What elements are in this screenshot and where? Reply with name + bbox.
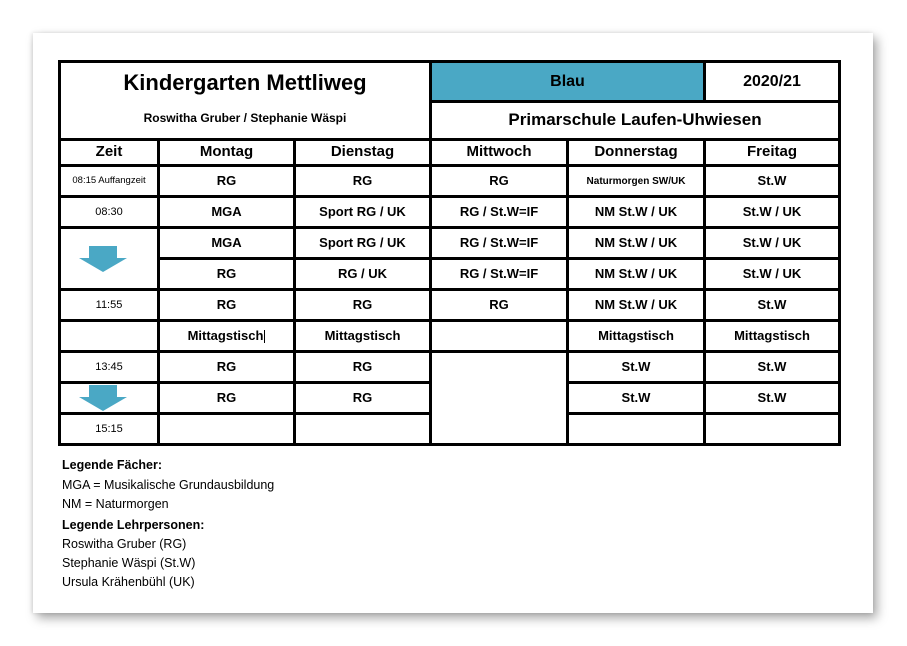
schedule-cell [429, 195, 569, 229]
schedule-cell [429, 226, 569, 260]
time-cell [58, 288, 160, 322]
school-name-text: Primarschule Laufen-Uhwiesen [508, 110, 762, 130]
schedule-cell [293, 195, 432, 229]
col-header-donnerstag [566, 138, 706, 167]
cell-text: RG [489, 172, 509, 188]
cell-text: RG / UK [337, 265, 388, 281]
time-text: 08:15 Auffangzeit [72, 174, 146, 186]
cell-text: RG / St.W=IF [459, 234, 539, 250]
cell-text: Mittagstisch [324, 327, 401, 343]
schedule-cell-merged [429, 350, 569, 446]
schedule-cell [157, 257, 296, 291]
schedule-cell [293, 288, 432, 322]
col-header-dienstag [293, 138, 432, 167]
kindergarten-title [58, 60, 432, 103]
schedule-cell [157, 288, 296, 322]
col-header-label: Mittwoch [466, 143, 532, 161]
schedule-cell [429, 319, 569, 353]
schedule-cell [429, 257, 569, 291]
schedule-cell [293, 350, 432, 384]
time-text: 08:30 [95, 205, 123, 218]
text-cursor [264, 330, 265, 343]
cell-text: Mittagstisch [734, 327, 810, 343]
cell-text: NM St.W / UK [594, 296, 678, 312]
schedule-cell [157, 350, 296, 384]
schedule-cell [566, 288, 706, 322]
schedule-cell [703, 319, 841, 353]
cell-text: RG [216, 265, 237, 281]
cell-text: RG [216, 389, 237, 405]
schedule-cell [703, 257, 841, 291]
schedule-cell [703, 288, 841, 322]
col-header-label: Montag [199, 143, 254, 161]
col-header-mittwoch [429, 138, 569, 167]
time-cell [58, 319, 160, 353]
legend-teachers-title: Legende Lehrpersonen: [62, 518, 205, 532]
legend-teacher-item: Ursula Krähenbühl (UK) [62, 575, 195, 589]
schedule-cell [293, 381, 432, 415]
schedule-cell [429, 164, 569, 198]
school-year [703, 60, 841, 103]
schedule-cell [293, 164, 432, 198]
cell-text: St.W [757, 172, 787, 188]
legend-teacher-item: Stephanie Wäspi (St.W) [62, 556, 196, 570]
schedule-cell [703, 350, 841, 384]
cell-text: Mittagstisch [598, 327, 674, 343]
schedule-cell [157, 412, 296, 446]
class-name-badge [429, 60, 706, 103]
cell-text: Sport RG / UK [319, 203, 406, 219]
schedule-cell [566, 381, 706, 415]
schedule-cell [703, 226, 841, 260]
cell-text: Naturmorgen SW/UK [586, 175, 686, 187]
cell-text: NM St.W / UK [594, 203, 678, 219]
cell-text: RG / St.W=IF [459, 203, 539, 219]
cell-text: RG [352, 172, 373, 188]
schedule-cell [157, 381, 296, 415]
class-name-text: Blau [550, 72, 585, 90]
legend-subject-item: MGA = Musikalische Grundausbildung [62, 478, 275, 492]
title-text: Kindergarten Mettliweg [123, 69, 367, 95]
time-cell [58, 164, 160, 198]
time-text: 13:45 [95, 360, 123, 373]
cell-text: RG [216, 296, 237, 312]
col-header-label: Zeit [95, 143, 123, 161]
schedule-cell [157, 164, 296, 198]
cell-text: St.W [757, 358, 787, 374]
schedule-cell [703, 164, 841, 198]
schedule-cell [566, 350, 706, 384]
cell-text: Sport RG / UK [319, 234, 406, 250]
cell-text: St.W / UK [742, 203, 802, 219]
col-header-label: Donnerstag [594, 143, 678, 161]
cell-text: St.W [621, 389, 651, 405]
cell-text: MGA [211, 234, 242, 250]
time-cell [58, 350, 160, 384]
teachers-line [58, 100, 432, 141]
schedule-cell [157, 195, 296, 229]
legend-subject-item: NM = Naturmorgen [62, 497, 169, 511]
cell-text: MGA [211, 203, 242, 219]
time-text: 11:55 [95, 298, 123, 311]
cell-text: RG [216, 358, 237, 374]
cell-text: RG [352, 389, 373, 405]
cell-text: NM St.W / UK [594, 234, 678, 250]
time-text: 15:15 [95, 422, 123, 435]
down-arrow-icon [79, 385, 127, 411]
teachers-line-text: Roswitha Gruber / Stephanie Wäspi [143, 111, 347, 126]
cell-text: Mittagstisch [187, 327, 264, 343]
col-header-freitag [703, 138, 841, 167]
schedule-cell [566, 226, 706, 260]
school-year-text: 2020/21 [743, 72, 801, 90]
schedule-cell [429, 288, 569, 322]
cell-text: RG / St.W=IF [459, 265, 539, 281]
col-header-label: Freitag [746, 143, 797, 161]
schedule-cell [293, 319, 432, 353]
col-header-label: Dienstag [330, 143, 395, 161]
time-cell [58, 195, 160, 229]
cell-text: RG [352, 296, 373, 312]
schedule-cell [293, 412, 432, 446]
schedule-cell [566, 319, 706, 353]
col-header-montag [157, 138, 296, 167]
schedule-cell [566, 195, 706, 229]
cell-text: St.W / UK [742, 234, 802, 250]
cell-text: St.W / UK [742, 265, 802, 281]
schedule-cell [566, 412, 706, 446]
cell-text: NM St.W / UK [594, 265, 678, 281]
time-cell [58, 412, 160, 446]
cell-text: RG [352, 358, 373, 374]
schedule-cell [703, 195, 841, 229]
schedule-cell [703, 381, 841, 415]
school-name [429, 100, 841, 141]
schedule-cell [293, 257, 432, 291]
schedule-cell [157, 226, 296, 260]
cell-text: St.W [621, 358, 651, 374]
cell-text: RG [489, 296, 509, 312]
schedule-cell [157, 319, 296, 353]
cell-text: RG [216, 172, 237, 188]
schedule-cell [293, 226, 432, 260]
down-arrow-icon [79, 246, 127, 272]
schedule-cell [566, 164, 706, 198]
col-header-zeit [58, 138, 160, 167]
legend-teacher-item: Roswitha Gruber (RG) [62, 537, 187, 551]
schedule-cell [566, 257, 706, 291]
schedule-cell [703, 412, 841, 446]
legend-subjects-title: Legende Fächer: [62, 458, 163, 472]
cell-text: St.W [757, 389, 787, 405]
cell-text: St.W [757, 296, 787, 312]
